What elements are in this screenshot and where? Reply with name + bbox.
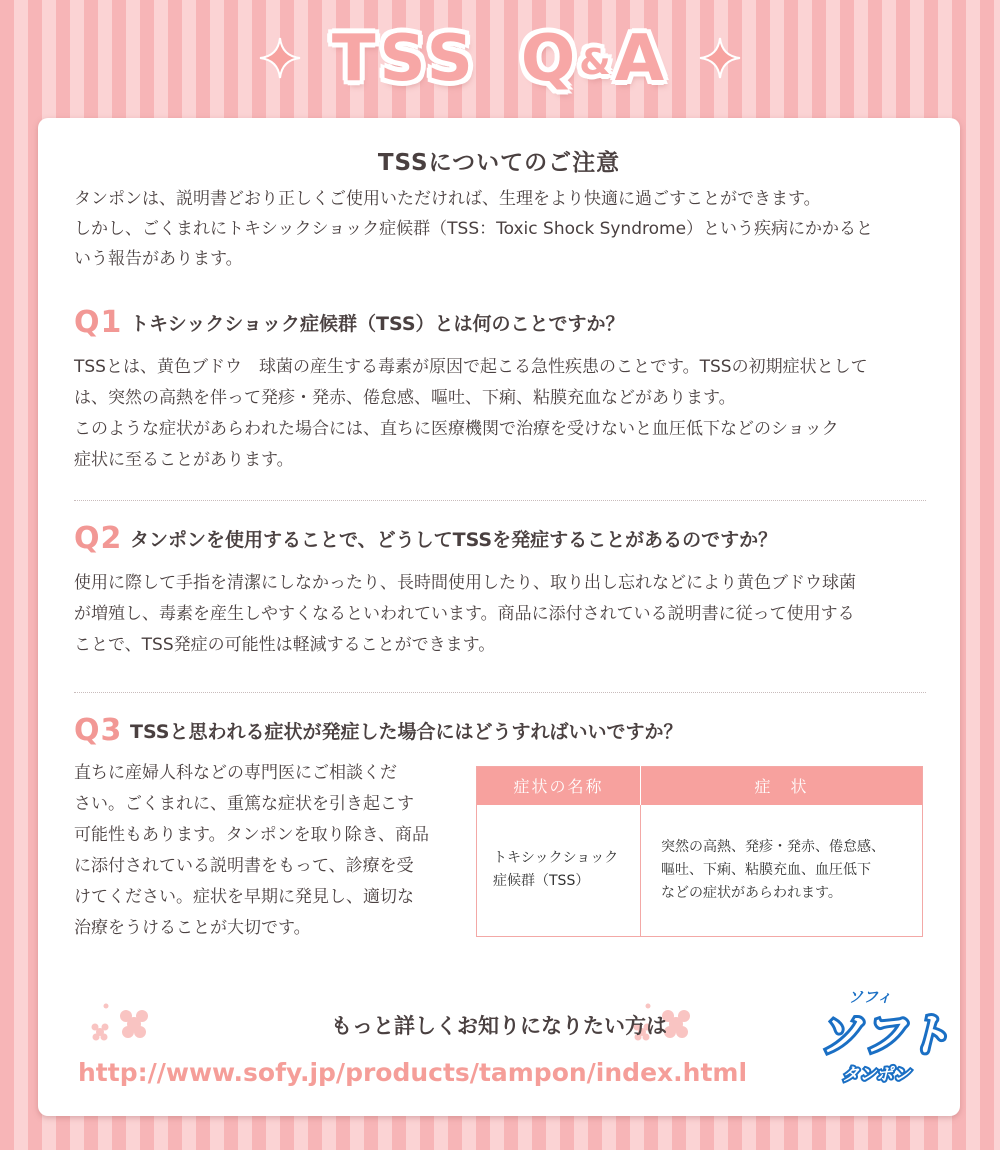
intro-line: いう報告があります。 [74,249,243,269]
answer-line: が増殖し、毒素を産生しやすくなるといわれています。商品に添付されている説明書に従って使用する [74,604,855,624]
question-block-2 [74,518,930,661]
title-a: A [614,22,669,96]
card-title: TSSについてのご注意 [377,150,621,176]
question-heading [74,302,930,342]
more-info-link[interactable]: http://www.sofy.jp/products/tampon/index.html [78,1058,748,1087]
title-q: Q [520,22,580,96]
answer-line: 可能性もあります。タンポンを取り除き、商品 [74,825,429,845]
answer-line: このような症状があらわれた場合には、直ちに医療機関で治療を受けないと血圧低下などのショック [74,419,839,439]
question-block-1 [74,302,930,476]
more-info-text: もっと詳しくお知りになりたい方は [331,1014,667,1038]
cell-line: 症候群（TSS） [493,873,590,890]
logo-brand-sub: タンポン [842,1065,910,1085]
answer-line: 使用に際して手指を清潔にしなかったり、長時間使用したり、取り出し忘れなどにより黄色ブドウ球菌 [74,573,856,593]
table-header-name: 症状の名称 [477,767,641,805]
question-text: タンポンを使用することで、どうしてTSSを発症することがあるのですか？ [130,528,778,551]
answer-line: けてください。症状を早期に発見し、適切な [74,887,414,907]
table-row [477,805,923,937]
symptom-table [476,766,923,937]
cell-line: 突然の高熱、発疹・発赤、倦怠感、 [661,838,885,855]
title-tss: TSS [331,22,477,96]
answer-line: 症状に至ることがあります。 [74,450,294,470]
answer-line: TSSとは、黄色ブドウ 球菌の産生する毒素が原因で起こる急性疾患のことです。TSSの初期症状として [74,357,868,377]
question-number: Q1 [74,304,123,340]
intro-line: しかし、ごくまれにトキシックショック症候群（TSS：Toxic Shock Syndrome）という疾病にかかると [74,219,874,239]
table-cell-symptom [641,805,923,937]
table-header-row [477,767,923,805]
answer-line: ことで、TSS発症の可能性は軽減することができます。 [74,635,496,655]
question-block-3 [74,710,930,750]
answer-line: 治療をうけることが大切です。 [74,918,311,938]
answer-text [74,568,930,661]
answer-text [74,352,930,476]
page-title [332,22,668,96]
question-heading [74,518,930,558]
divider [74,692,926,693]
page-header [0,0,1000,118]
sofy-soft-tampon-logo [814,980,950,1090]
title-amp: & [579,41,615,83]
cell-line: などの症状があらわれます。 [661,884,842,901]
answer-line: は、突然の高熱を伴って発疹・発赤、倦怠感、嘔吐、下痢、粘膜充血などがあります。 [74,388,736,408]
content-card [38,118,960,1116]
question-number: Q3 [74,712,123,748]
answer-text [74,758,458,944]
intro-line: タンポンは、説明書どおり正しくご使用いただければ、生理をより快適に過ごすことができます。 [74,189,821,209]
question-heading [74,710,930,750]
logo-brand-small: ソフィ [848,988,892,1006]
table-cell-name [477,805,641,937]
divider [74,500,926,501]
answer-line: 直ちに産婦人科などの専門医にご相談くだ [74,763,397,783]
answer-line: に添付されている説明書をもって、診療を受 [74,856,414,876]
intro-text [74,184,934,274]
sparkle-right-icon [698,36,742,80]
cell-line: トキシックショック [493,850,619,867]
table-header-symptom: 症 状 [641,767,923,805]
question-number: Q2 [74,520,123,556]
question-text: TSSと思われる症状が発症した場合にはどうすればいいですか？ [130,720,683,743]
question-text: トキシックショック症候群（TSS）とは何のことですか？ [130,312,625,335]
sparkle-left-icon [258,36,302,80]
logo-brand-main: ソフト [818,1010,950,1061]
answer-line: さい。ごくまれに、重篤な症状を引き起こす [74,794,414,814]
cell-line: 嘔吐、下痢、粘膜充血、血圧低下 [661,861,871,878]
